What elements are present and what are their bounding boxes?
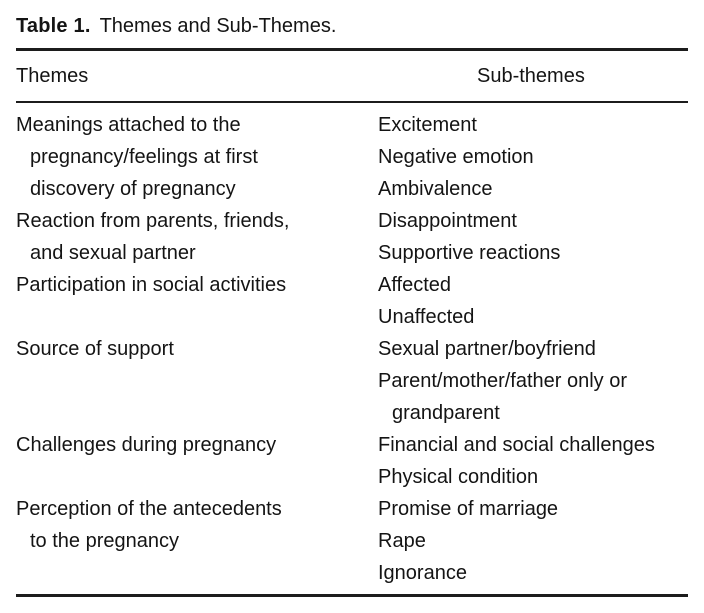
table-row-group bbox=[16, 205, 688, 269]
subtheme-text: Rape bbox=[378, 530, 426, 552]
table-row-group bbox=[16, 269, 688, 333]
table-body bbox=[16, 109, 688, 589]
theme-cell bbox=[16, 109, 378, 205]
subtheme-text: Disappointment bbox=[378, 210, 517, 232]
subtheme-text: Negative emotion bbox=[378, 146, 534, 168]
theme-text: discovery of pregnancy bbox=[30, 178, 236, 200]
theme-text: Perception of the antecedents bbox=[16, 498, 282, 520]
subtheme-text: Supportive reactions bbox=[378, 242, 561, 264]
table-row-group bbox=[16, 333, 688, 429]
theme-text: to the pregnancy bbox=[30, 530, 179, 552]
table-row-group bbox=[16, 429, 688, 493]
subtheme-cell bbox=[378, 429, 688, 493]
theme-text: Reaction from parents, friends, bbox=[16, 210, 290, 232]
subtheme-text: grandparent bbox=[392, 402, 500, 424]
subtheme-text: Ambivalence bbox=[378, 178, 493, 200]
theme-cell bbox=[16, 493, 378, 589]
subtheme-text: Excitement bbox=[378, 114, 477, 136]
theme-text: Participation in social activities bbox=[16, 274, 287, 296]
rule-bottom bbox=[16, 594, 688, 597]
subtheme-cell bbox=[378, 109, 688, 205]
subtheme-cell bbox=[378, 493, 688, 589]
subtheme-cell bbox=[378, 333, 688, 429]
theme-text: Source of support bbox=[16, 338, 174, 360]
table-title-label: Table 1. bbox=[16, 15, 91, 37]
subtheme-cell bbox=[378, 205, 688, 269]
subtheme-cell bbox=[378, 269, 688, 333]
table-title bbox=[16, 0, 688, 39]
table-row-group bbox=[16, 109, 688, 205]
column-header-subthemes: Sub-themes bbox=[477, 64, 585, 87]
subtheme-text: Affected bbox=[378, 274, 452, 296]
table-row-group bbox=[16, 493, 688, 589]
subtheme-text: Parent/mother/father only or bbox=[378, 370, 628, 392]
subtheme-text: Sexual partner/boyfriend bbox=[378, 338, 596, 360]
theme-cell bbox=[16, 205, 378, 269]
rule-header bbox=[16, 101, 688, 104]
theme-text: and sexual partner bbox=[30, 242, 196, 264]
column-header-themes: Themes bbox=[16, 64, 89, 87]
subtheme-text: Ignorance bbox=[378, 562, 467, 584]
theme-text: Challenges during pregnancy bbox=[16, 434, 277, 456]
table-title-caption: Themes and Sub-Themes. bbox=[99, 15, 337, 37]
table-header-row bbox=[16, 51, 688, 101]
subtheme-text: Promise of marriage bbox=[378, 498, 559, 520]
subtheme-text: Unaffected bbox=[378, 306, 475, 328]
theme-cell bbox=[16, 333, 378, 429]
subtheme-text: Financial and social challenges bbox=[378, 434, 655, 456]
subtheme-text: Physical condition bbox=[378, 466, 539, 488]
theme-text: pregnancy/feelings at first bbox=[30, 146, 258, 168]
theme-text: Meanings attached to the bbox=[16, 114, 241, 136]
theme-cell bbox=[16, 269, 378, 333]
theme-cell bbox=[16, 429, 378, 493]
